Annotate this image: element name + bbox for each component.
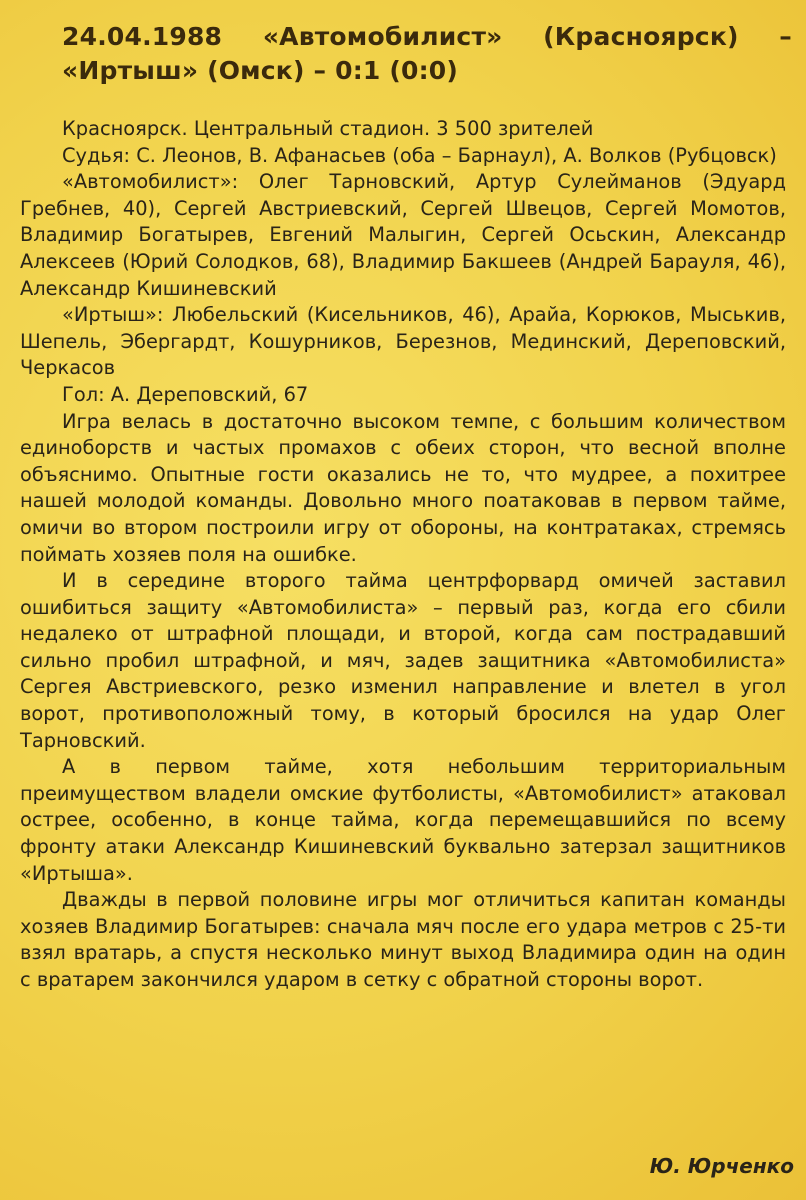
home-lineup-paragraph: «Автомобилист»: Олег Тарновский, Артур Сулейманов (Эдуард Гребнев, 40), Сергей Австриевский, Сергей Швецов, Сергей Момотов, Владимир Богатырев, Евгений Малыгин, Сергей Осьскин, Александр Алексеев (Юрий Солодков, 68), Владимир Бакшеев (Андрей Барауля, 46), Александр Кишиневский (20, 170, 786, 300)
report-paragraph: Игра велась в достаточно высоком темпе, с большим количеством единоборств и частых промахов с обеих сторон, что весной вполне объяснимо. Опытные гости оказались не то, что мудрее, а похитрее нашей молодой команды. Довольно много поатаковав в первом тайме, омичи во втором построили игру от обороны, на контратаках, стремясь поймать хозяев поля на ошибке. (20, 409, 786, 566)
headline-line-1: 24.04.1988 «Автомобилист» (Красноярск) – (62, 22, 792, 51)
referees-paragraph: Судья: С. Леонов, В. Афанасьев (оба – Барнаул), А. Волков (Рубцовск) (62, 143, 777, 167)
article-body (20, 116, 786, 994)
report-paragraph: А в первом тайме, хотя небольшим территориальным преимуществом владели омские футболисты, «Автомобилист» атаковал острее, особенно, в конце тайма, когда перемещавшийся по всему фронту атаки Александр Кишиневский буквально затерзал защитников «Иртыша». (20, 755, 786, 885)
report-paragraph: Дважды в первой половине игры мог отличиться капитан команды хозяев Владимир Богатырев: сначала мяч после его удара метров с 25-ти взял вратарь, а спустя несколько минут выход Владимира один на один с вратарем закончился ударом в сетку с обратной стороны ворот. (20, 888, 786, 991)
away-lineup-paragraph: «Иртыш»: Любельский (Кисельников, 46), Арайа, Корюков, Мыськив, Шепель, Эбергардт, Кошурников, Березнов, Мединский, Дереповский, Черкасов (20, 303, 786, 380)
report-paragraph: И в середине второго тайма центрфорвард омичей заставил ошибиться защиту «Автомобилиста» – первый раз, когда его сбили недалеко от штрафной площади, и второй, когда сам пострадавший сильно пробил штрафной, и мяч, задев защитника «Автомобилиста» Сергея Австриевского, резко изменил направление и влетел в угол ворот, противоположный тому, в который бросился на удар Олег Тарновский. (20, 569, 786, 752)
headline-line-2: «Иртыш» (Омск) – 0:1 (0:0) (62, 56, 459, 85)
goal-paragraph: Гол: А. Дереповский, 67 (62, 382, 309, 406)
author-signature: Ю. Юрченко (649, 1154, 794, 1178)
match-headline (62, 20, 792, 88)
venue-paragraph: Красноярск. Центральный стадион. 3 500 зрителей (62, 117, 594, 140)
